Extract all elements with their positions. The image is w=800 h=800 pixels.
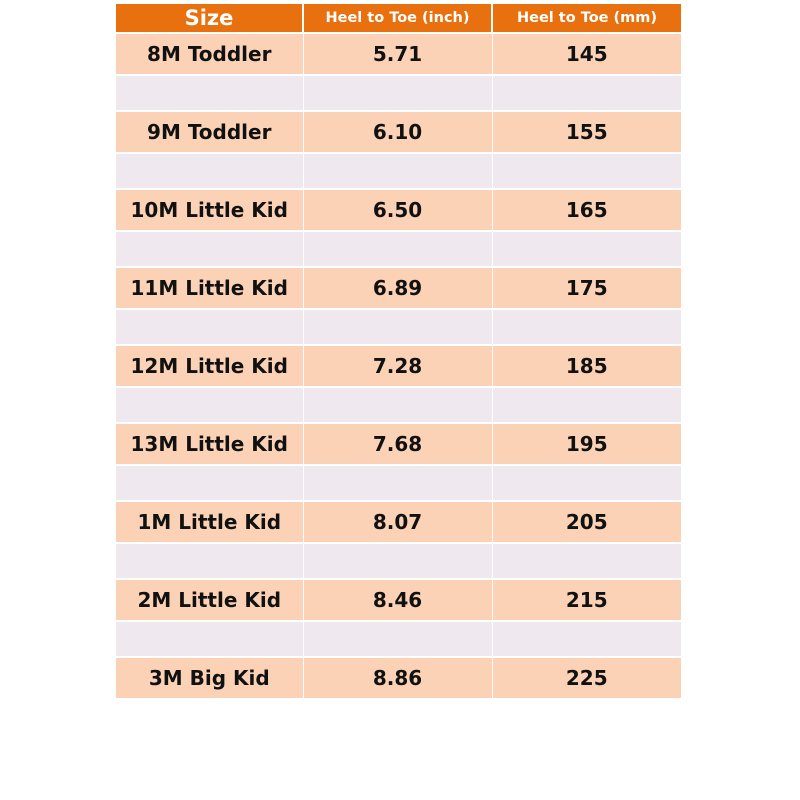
spacer-cell [492,543,681,579]
table-row [116,111,681,153]
table-row [116,423,681,465]
spacer-cell [116,621,303,657]
spacer-cell [303,153,492,189]
cell-inch: 7.68 [303,423,492,465]
cell-inch: 6.89 [303,267,492,309]
spacer-cell [116,75,303,111]
spacer-cell [492,465,681,501]
cell-mm: 215 [492,579,681,621]
cell-mm: 175 [492,267,681,309]
cell-size: 9M Toddler [116,111,303,153]
cell-inch: 5.71 [303,33,492,75]
cell-size: 3M Big Kid [116,657,303,698]
spacer-cell [492,153,681,189]
spacer-cell [303,465,492,501]
cell-size: 2M Little Kid [116,579,303,621]
header-size: Size [116,4,303,33]
spacer-cell [492,231,681,267]
table-row [116,189,681,231]
table-body [116,33,681,698]
spacer-cell [116,387,303,423]
spacer-cell [116,309,303,345]
header-heel-to-toe-inch: Heel to Toe (inch) [303,4,492,33]
cell-size: 10M Little Kid [116,189,303,231]
spacer-cell [303,309,492,345]
cell-inch: 6.50 [303,189,492,231]
spacer-cell [303,387,492,423]
cell-mm: 185 [492,345,681,387]
cell-mm: 225 [492,657,681,698]
cell-size: 12M Little Kid [116,345,303,387]
cell-size: 8M Toddler [116,33,303,75]
spacer-cell [303,75,492,111]
spacer-row [116,543,681,579]
cell-mm: 145 [492,33,681,75]
cell-inch: 8.46 [303,579,492,621]
table-row [116,579,681,621]
cell-mm: 195 [492,423,681,465]
header-heel-to-toe-mm: Heel to Toe (mm) [492,4,681,33]
size-chart-table [116,4,681,698]
cell-size: 11M Little Kid [116,267,303,309]
spacer-cell [492,309,681,345]
spacer-cell [303,231,492,267]
cell-mm: 165 [492,189,681,231]
spacer-cell [116,153,303,189]
spacer-cell [492,621,681,657]
spacer-row [116,309,681,345]
cell-inch: 8.07 [303,501,492,543]
cell-mm: 155 [492,111,681,153]
spacer-cell [492,75,681,111]
table-row [116,501,681,543]
spacer-row [116,387,681,423]
spacer-cell [116,543,303,579]
spacer-row [116,621,681,657]
spacer-row [116,465,681,501]
spacer-cell [303,621,492,657]
spacer-cell [492,387,681,423]
cell-inch: 7.28 [303,345,492,387]
cell-mm: 205 [492,501,681,543]
cell-size: 13M Little Kid [116,423,303,465]
spacer-row [116,231,681,267]
spacer-row [116,153,681,189]
table-header [116,4,681,33]
spacer-row [116,75,681,111]
spacer-cell [116,465,303,501]
cell-inch: 6.10 [303,111,492,153]
spacer-cell [303,543,492,579]
spacer-cell [116,231,303,267]
cell-size: 1M Little Kid [116,501,303,543]
table-row [116,267,681,309]
table-row [116,345,681,387]
cell-inch: 8.86 [303,657,492,698]
table-row [116,33,681,75]
table-row [116,657,681,698]
header-row [116,4,681,33]
